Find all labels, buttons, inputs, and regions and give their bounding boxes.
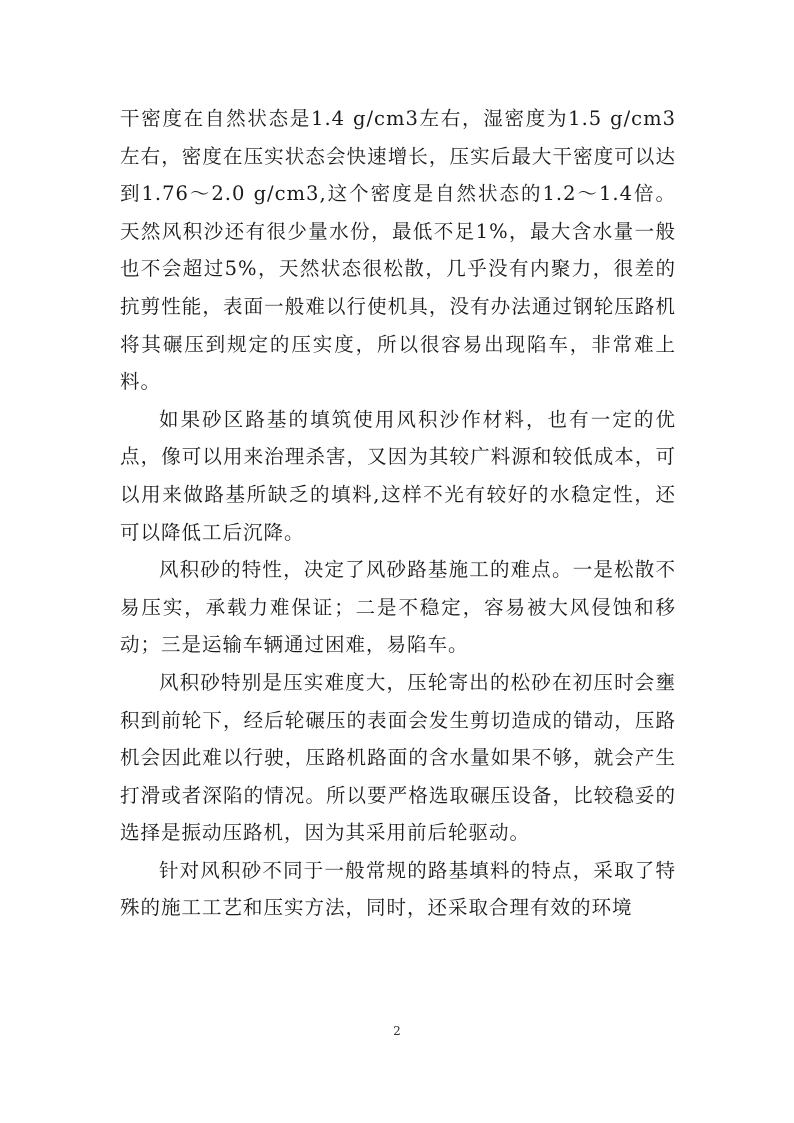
page-number: 2	[393, 1024, 401, 1038]
paragraph: 干密度在自然状态是1.4 g/cm3左右，湿密度为1.5 g/cm3左右，密度在压实状态会快速增长，压实后最大干密度可以达到1.76～2.0 g/cm3,这个密度是自然状态的1.2～1.4倍。天然风积沙还有很少量水份，最低不足1%，最大含水量一般也不会超过5%，天然状态很松散，几乎没有内聚力，很差的抗剪性能，表面一般难以行使机具，没有办法通过钢轮压路机将其碾压到规定的压实度，所以很容易出现陷车，非常难上料。	[120, 107, 676, 394]
paragraph: 针对风积砂不同于一般常规的路基填料的特点，采取了特殊的施工工艺和压实方法，同时，还采取合理有效的环境	[120, 858, 676, 920]
paragraph: 如果砂区路基的填筑使用风积沙作材料，也有一定的优点，像可以用来治理杀害，又因为其较广料源和较低成本，可以用来做路基所缺乏的填料,这样不光有较好的水稳定性，还可以降低工后沉降。	[120, 407, 676, 544]
paragraph: 风积砂特别是压实难度大，压轮寄出的松砂在初压时会壅积到前轮下，经后轮碾压的表面会发生剪切造成的错动，压路机会因此难以行驶，压路机路面的含水量如果不够，就会产生打滑或者深陷的情况。所以要严格选取碾压设备，比较稳妥的选择是振动压路机，因为其采用前后轮驱动。	[120, 670, 676, 845]
paragraph: 风积砂的特性，决定了风砂路基施工的难点。一是松散不易压实，承载力难保证；二是不稳定，容易被大风侵蚀和移动；三是运输车辆通过困难，易陷车。	[120, 558, 676, 657]
body-text	[120, 100, 676, 927]
